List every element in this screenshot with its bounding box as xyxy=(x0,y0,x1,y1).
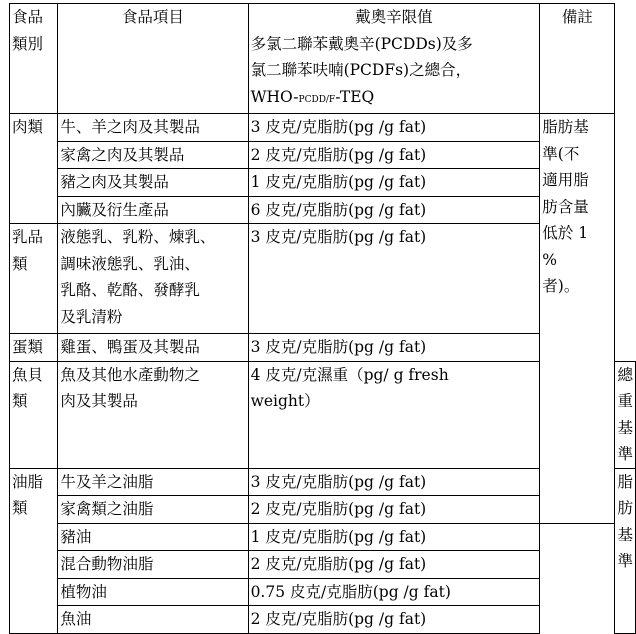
dairy-item-line1: 液態乳、乳粉、煉乳、 xyxy=(60,228,216,246)
header-limit-teq: -TEQ xyxy=(335,87,375,106)
oil-note-line1: 脂肪基 xyxy=(617,472,633,544)
dairy-item-line3: 乳酪、乾酪、發酵乳 xyxy=(60,281,200,299)
fish-note-line2: 準 xyxy=(617,445,633,463)
egg-limit: 3 皮克/克脂肪(pg /g fat) xyxy=(248,334,540,362)
table-row xyxy=(10,523,636,551)
dairy-category xyxy=(10,224,58,334)
oil-item-5: 魚油 xyxy=(58,606,248,634)
header-row xyxy=(10,4,636,114)
oil-limit-0: 3 皮克/克脂肪(pg /g fat) xyxy=(248,468,540,496)
fish-category xyxy=(10,361,58,468)
dairy-item-line2: 調味液態乳、乳油、 xyxy=(60,254,200,273)
fish-limit xyxy=(248,361,540,468)
dairy-limit: 3 皮克/克脂肪(pg /g fat) xyxy=(248,224,540,334)
meat-dairy-egg-note xyxy=(540,114,615,524)
oil-item-2: 豬油 xyxy=(58,523,248,551)
note-line4: 肪含量 xyxy=(542,197,589,216)
dairy-item xyxy=(58,224,248,334)
header-category-line2: 類別 xyxy=(12,34,44,53)
fish-limit-line2: weight） xyxy=(250,392,320,410)
note-line6: % xyxy=(542,250,557,269)
table-row xyxy=(10,551,636,579)
meat-item-3: 內臟及衍生產品 xyxy=(58,196,248,224)
header-limit-line1: 戴奧辛限值 xyxy=(355,8,433,26)
egg-item: 雞蛋、鴨蛋及其製品 xyxy=(58,334,248,362)
meat-limit-1: 2 皮克/克脂肪(pg /g fat) xyxy=(248,141,540,169)
header-item: 食品項目 xyxy=(58,4,248,114)
egg-category: 蛋類 xyxy=(10,334,58,362)
oil-item-0: 牛及羊之油脂 xyxy=(58,468,248,496)
note-line5: 低於 1 xyxy=(542,224,589,242)
dioxin-limit-table xyxy=(9,3,636,634)
meat-category: 肉類 xyxy=(10,114,58,224)
header-limit-line4 xyxy=(251,84,538,114)
note-line7: 者)。 xyxy=(542,277,580,295)
note-line1: 脂肪基 xyxy=(542,118,589,136)
header-category xyxy=(10,4,58,114)
header-category-line1: 食品 xyxy=(12,8,44,26)
fish-category-line2: 類 xyxy=(12,392,28,410)
meat-limit-2: 1 皮克/克脂肪(pg /g fat) xyxy=(248,169,540,197)
fish-item-line2: 肉及其製品 xyxy=(60,392,138,410)
header-limit-line3: 氯二聯苯呋喃(PCDFs)之總合， xyxy=(250,61,472,79)
dairy-category-line1: 乳品 xyxy=(12,228,44,246)
oil-category xyxy=(10,468,58,633)
meat-limit-0: 3 皮克/克脂肪(pg /g fat) xyxy=(248,114,540,142)
meat-limit-3: 6 皮克/克脂肪(pg /g fat) xyxy=(248,196,540,224)
header-limit-sub: PCDD/F xyxy=(298,94,336,105)
header-note: 備註 xyxy=(540,4,615,114)
oil-limit-3: 2 皮克/克脂肪(pg /g fat) xyxy=(248,551,540,579)
fish-category-line1: 魚貝 xyxy=(12,365,44,384)
header-limit xyxy=(248,4,540,114)
oil-limit-5: 2 皮克/克脂肪(pg /g fat) xyxy=(248,606,540,634)
oil-limit-4: 0.75 皮克/克脂肪(pg /g fat) xyxy=(248,578,540,606)
oil-limit-1: 2 皮克/克脂肪(pg /g fat) xyxy=(248,496,540,524)
fish-note-line1: 總重基 xyxy=(617,365,633,437)
oil-category-line2: 類 xyxy=(12,499,28,517)
oil-note-line2: 準 xyxy=(617,552,633,570)
fish-item-line1: 魚及其他水產動物之 xyxy=(60,365,200,384)
meat-item-0: 牛、羊之肉及其製品 xyxy=(58,114,248,142)
header-limit-who: WHO- xyxy=(250,87,299,106)
oil-category-line1: 油脂 xyxy=(12,472,44,491)
oil-item-3: 混合動物油脂 xyxy=(58,551,248,579)
dairy-item-line4: 及乳清粉 xyxy=(60,307,123,326)
dairy-category-line2: 類 xyxy=(12,254,28,273)
note-line3: 適用脂 xyxy=(542,171,589,189)
dioxin-limit-table-wrapper xyxy=(9,3,636,634)
oil-limit-2: 1 皮克/克脂肪(pg /g fat) xyxy=(248,523,540,551)
table-row xyxy=(10,114,636,142)
table-row xyxy=(10,606,636,634)
fish-note xyxy=(615,361,636,468)
table-row xyxy=(10,578,636,606)
fish-limit-line1: 4 皮克/克濕重（pg/ g fresh xyxy=(250,365,449,384)
meat-item-1: 家禽之肉及其製品 xyxy=(58,141,248,169)
oil-item-4: 植物油 xyxy=(58,578,248,606)
note-line2: 準(不 xyxy=(542,144,580,163)
oil-item-1: 家禽類之油脂 xyxy=(58,496,248,524)
fish-item xyxy=(58,361,248,468)
meat-item-2: 豬之肉及其製品 xyxy=(58,169,248,197)
oil-note xyxy=(615,468,636,633)
header-limit-line2: 多氯二聯苯戴奧辛(PCDDs)及多 xyxy=(250,34,473,53)
